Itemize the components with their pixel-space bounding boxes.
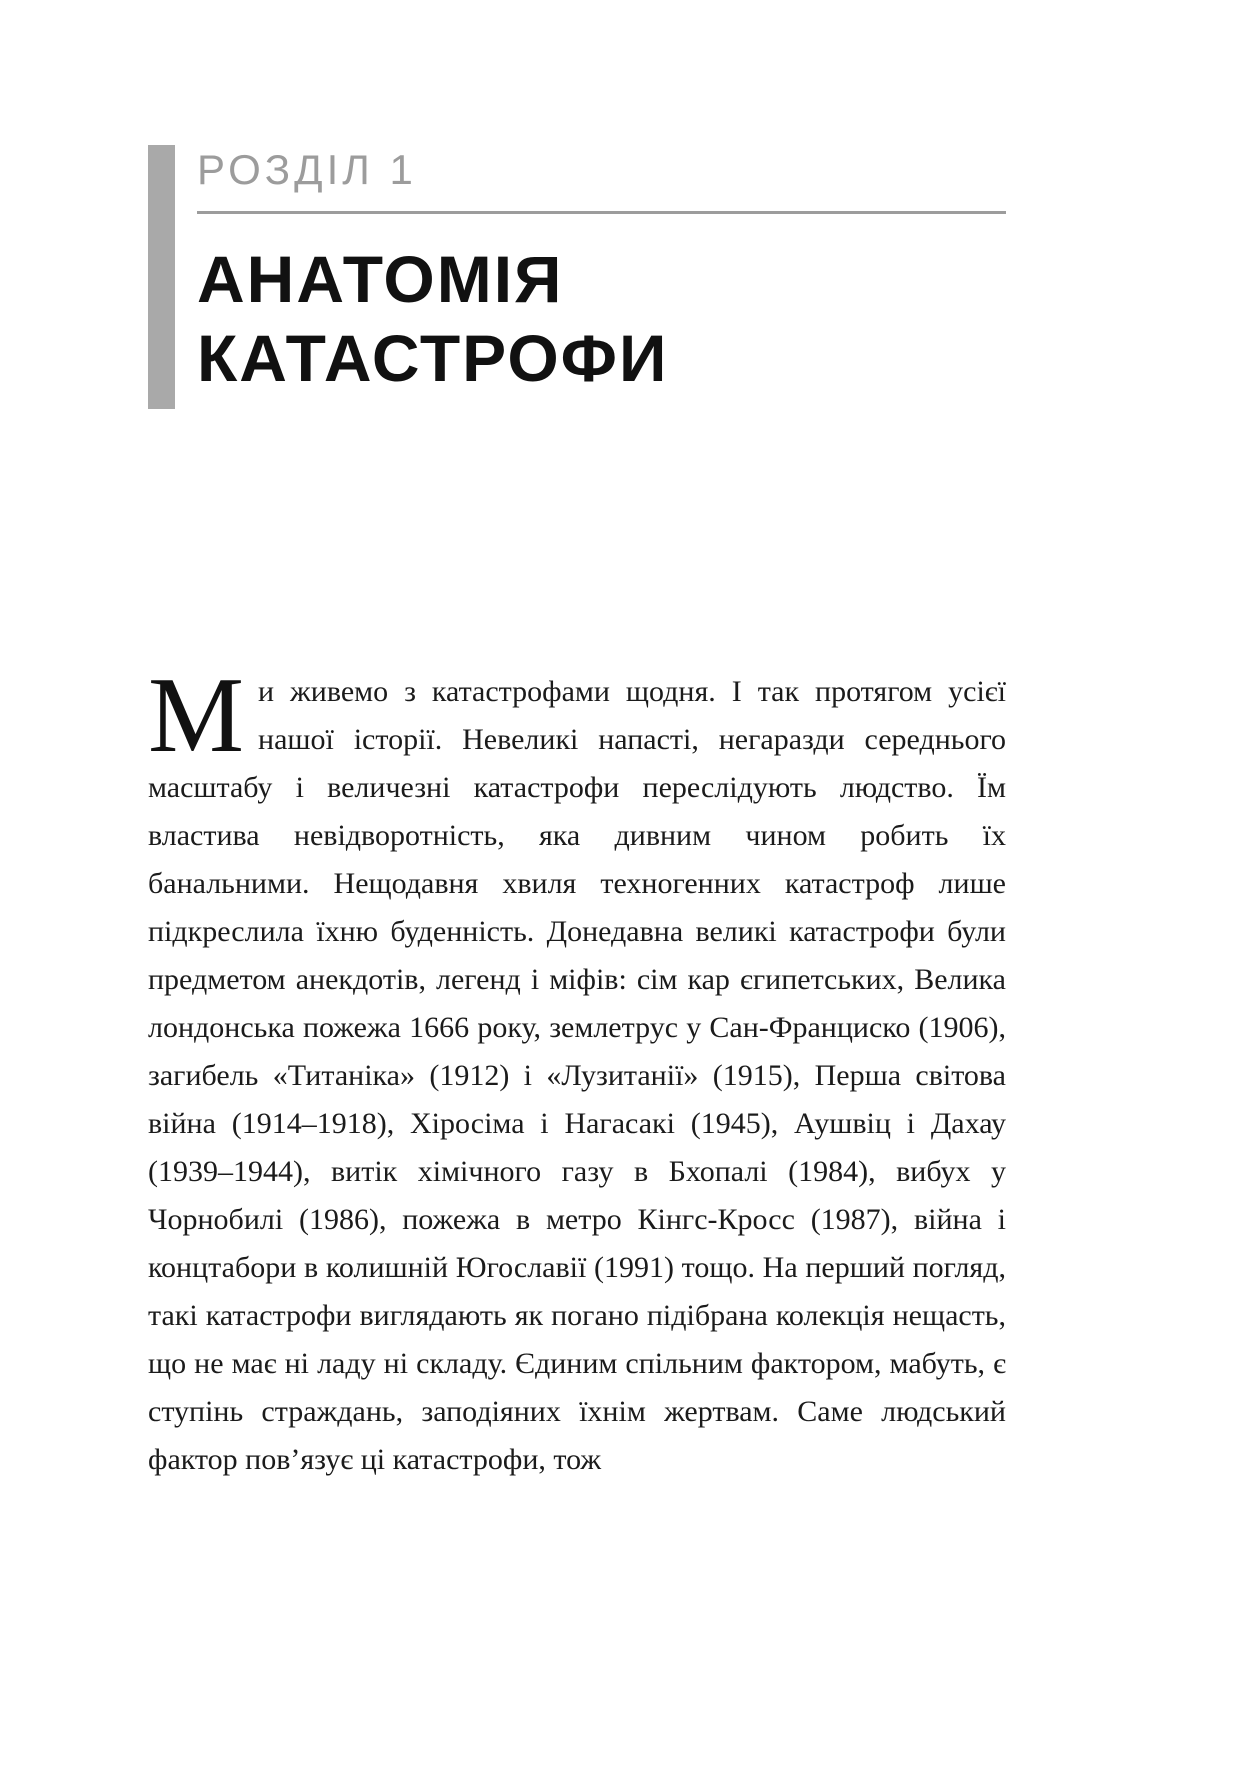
chapter-title — [197, 240, 1006, 398]
chapter-rule — [197, 211, 1006, 214]
paragraph-text: и живемо з катастрофами щодня. І так протягом усієї нашої історії. Невеликі напасті, негаразди середнього масштабу і величезні катастрофи переслідують людство. Їм властива невідворотність, яка дивним чином робить їх банальними. Нещодавня хвиля техногенних катастроф лише підкреслила їхню буденність. Донедавна великі катастрофи були предметом анекдотів, легенд і міфів: сім кар єгипетських, Велика лондонська пожежа 1666 року, землетрус у Сан-Франциско (1906), загибель «Титаніка» (1912) і «Лузитанії» (1915), Перша світова війна (1914–1918), Хіросіма і Нагасакі (1945), Аушвіц і Дахау (1939–1944), витік хімічного газу в Бхопалі (1984), вибух у Чорнобилі (1986), пожежа в метро Кінгс-Кросс (1987), війна і концтабори в колишній Югославії (1991) тощо. На перший погляд, такі катастрофи виглядають як погано підібрана колекція нещасть, що не має ні ладу ні складу. Єдиним спільним фактором, мабуть, є ступінь страждань, заподіяних їхнім жертвам. Саме людський фактор пов’язує ці катастрофи, тож — [148, 675, 1006, 1476]
dropcap: М — [148, 656, 245, 775]
body-block — [148, 656, 1006, 1484]
chapter-title-line2: КАТАСТРОФИ — [197, 321, 669, 396]
body-paragraph — [148, 656, 1006, 1484]
chapter-accent-bar — [148, 145, 175, 409]
chapter-title-line1: АНАТОМІЯ — [197, 242, 564, 317]
chapter-header-content — [175, 145, 1006, 409]
chapter-header — [148, 145, 1006, 409]
chapter-label: РОЗДІЛ 1 — [197, 146, 417, 193]
